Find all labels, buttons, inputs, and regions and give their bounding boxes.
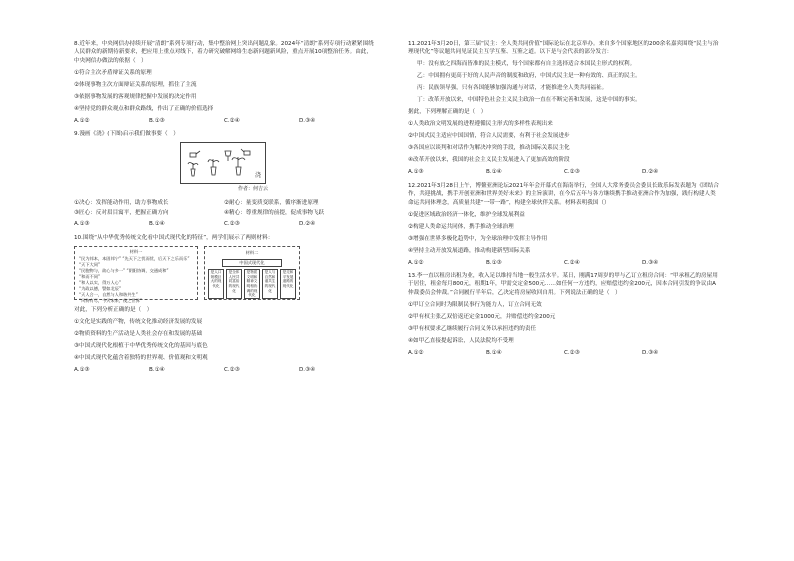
q11-option-d[interactable]: D.②④: [642, 169, 659, 176]
q8-item-2: ②体现事物主次方面辩证关系的原理，抓住了主流: [74, 81, 197, 88]
svg-text:浇: 浇: [255, 172, 262, 180]
cartoon-image: [180, 142, 266, 184]
material-two-title: 材料二: [245, 249, 259, 255]
q8-item-4: ④坚持党的群众观点和群众路线，作出了正确的价值选择: [74, 105, 214, 112]
material-one-line: “风物有尽，今天未来，使之世界”: [79, 297, 142, 303]
material-two-branch: 是人口规模巨大的现代化: [208, 269, 224, 299]
q10-item-4: ④中国式现代化蕴含着独特的世界观、价值观和文明观: [74, 354, 208, 361]
material-two-branches: [208, 269, 296, 299]
q9-option-b[interactable]: B.①④: [149, 221, 165, 228]
q11-item-2: ②中国式民主适应中国国情，符合人民需要，有利于社会发展进步: [408, 133, 570, 140]
question-8: [74, 40, 374, 125]
material-one-line: “和人以实，得万人心”: [79, 279, 122, 285]
q9-option-d[interactable]: D.②④: [299, 221, 316, 228]
q9-options: [74, 220, 374, 228]
q8-option-a[interactable]: A.①②: [74, 117, 90, 124]
q11-speech-4: 丁：改革开放以来，中国特色社会主义民主政治一直在不断完善和发展，这是中国的事实。: [417, 97, 641, 104]
q11-item-1: ①人类政治文明发展的进程遵循民主形式的多样性表现出来: [408, 121, 553, 128]
question-13: [408, 272, 720, 357]
q10-option-a[interactable]: A.①③: [74, 366, 90, 373]
left-column: [74, 40, 374, 379]
q12-option-c[interactable]: C.②④: [564, 259, 580, 266]
q10-option-d[interactable]: D.③④: [299, 366, 316, 373]
q11-speech-3: 丙：民族领导强，只有各国能够加强沟通与对话，才能推进全人类共同福祉。: [417, 85, 608, 92]
material-two-branch: 是人与自然和谐共生的现代化: [262, 269, 278, 299]
q11-option-b[interactable]: B.①④: [486, 169, 502, 176]
question-12: [408, 182, 720, 267]
q13-item-3: ③甲有权要求乙继续履行合同义务以承担违约的责任: [408, 325, 537, 332]
q8-option-c[interactable]: C.②④: [224, 117, 240, 124]
q12-option-a[interactable]: A.①②: [408, 259, 424, 266]
q11-item-3: ③各国应以谈判和对话作为解决冲突的手段，推动国际关系民主化: [408, 145, 570, 152]
material-one-box: [74, 246, 198, 303]
q9-item-1: ①决心：发挥能动作用，助力事物成长: [74, 199, 169, 206]
q12-item-3: ③增强在世界多极化趋势中，为全球治理中发挥主导作用: [408, 235, 548, 242]
q13-option-b[interactable]: B.①④: [486, 349, 502, 356]
q8-option-b[interactable]: B.①③: [149, 117, 165, 124]
q8-stem: 8.近年来，中央网信办持续开展“清朗”系列专项行动，集中整治网上突出问题乱象。2024年“清朗”系列专项行动紧紧围绕人民群众的新期待新要求，把应用上重点对线下，着力研究破解网络生态新问题新风险，重点开展10项整治任务。由此，中央网信办做法的依据（ ）: [74, 41, 374, 64]
q8-item-1: ①符合主次矛盾辩证关系的原理: [74, 69, 152, 76]
q9-items-row-1: [74, 199, 374, 207]
q11-speech-2: 乙：中国拥有更高于好的人民声音的制度和政府，中国式民主是一种有效的、真正的民主。: [417, 73, 641, 80]
material-one-line: “和而不同”: [79, 273, 101, 279]
q12-item-1: ①促进区域政治经济一体化，维护全球发展利益: [408, 211, 525, 218]
q8-item-3: ③依据事物发展的客观规律把握中发展的决定作用: [74, 93, 197, 100]
q12-option-d[interactable]: D.③④: [642, 259, 659, 266]
q12-item-4: ④坚持主动开放发展道路，推动构建新型国际关系: [408, 247, 531, 254]
q10-options: [74, 366, 374, 374]
q9-item-4: ④精心：尊重规律的前提，促成事物飞跃: [224, 210, 325, 217]
question-9: [74, 130, 374, 229]
q9-option-c[interactable]: C.②③: [224, 221, 240, 228]
q13-item-2: ②甲有权主张乙双倍返还定金1000元，并赔偿违约金200元: [408, 313, 556, 320]
right-column: [408, 40, 720, 362]
q11-stem: 11.2021年3月20日，第三届“民主：全人类共同价值”国际论坛在北京举办。来自多个国家地区的200余名嘉宾围绕“民主与治理现代化”等议题共同见证民主互学互鉴、互鉴之道。以下是与会代表的部分发言：: [408, 41, 719, 56]
q9-item-2: ②耐心：量变质变联系，循序渐进原理: [224, 199, 319, 206]
q10-question: 对此，下列分析正确的是（ ）: [74, 306, 153, 313]
material-one-line: “民为邦本，本固邦宁” “先天下之忧而忧，后天下之乐而乐”: [79, 255, 190, 261]
q9-items-row-2: [74, 209, 374, 217]
q12-item-2: ②构建人类命运共同体，携手推动全球治理: [408, 223, 514, 230]
q12-stem: 12.2021年3月28日上午，博鳌亚洲论坛2021年年会开幕式在海南举行，全国人大常务委员会委员长致乐际发表题为《团结合作，共迎挑战，携手开创亚洲和世界美好未来》的主旨演讲，在今后五年与各方继续携手推动亚洲合作为加强，践行构建人类命运共同体理念，高质量共建“一带一路”，构建全球伙伴关系。材料表明我国（）: [408, 182, 719, 206]
material-one-line: “天下大同”: [79, 261, 101, 267]
q13-option-a[interactable]: A.①②: [408, 349, 424, 356]
q13-stem: 13.李一直以租房出租为业，收入足以维持当地一般生活水平。某日，刚满17周岁的甲与乙订立租房合同：“甲承租乙的房屋用于居住，租金每月800元，租期1年，甲需交定金500元……如任何一方违约，应赔偿违约金200元，因本合同引发的争议由A仲裁委员会仲裁。”合同履行半年后，乙决定将房屋收回自用。下列说法正确的是（ ）: [408, 273, 718, 296]
material-two-branch: 是走和平发展道路的现代化: [280, 269, 296, 299]
q10-stem: 10.围绕“从中华优秀传统文化看中国式现代化的特征”，两学们展示了两则材料：: [74, 234, 274, 241]
q10-option-b[interactable]: B.①④: [149, 366, 165, 373]
material-one-line: “天人合一，自然与人和谐共生”: [79, 291, 138, 297]
q8-options: [74, 117, 374, 125]
q13-item-4: ④如甲乙直接提起诉讼，人民法院均不受理: [408, 337, 514, 344]
material-one-line: “民胞物与，欲心与多一” “阴阳协调，交通成和”: [79, 267, 169, 273]
cartoon-caption: 作者：何吉云: [238, 186, 269, 193]
q13-option-d[interactable]: D.③④: [642, 349, 659, 356]
q9-item-3: ③匠心：反对眉目寓平，把握正确方向: [74, 210, 169, 217]
material-one-title: 材料一: [129, 248, 143, 254]
q11-item-4: ④改革开放以来，我国的社会主义民主发展进入了更加高效的阶段: [408, 157, 570, 164]
q9-stem: 9.漫画《浇》(下图)启示我们做事要（ ）: [74, 131, 179, 138]
watering-plant-illustration: [181, 143, 265, 183]
q10-item-2: ②物质资料的生产活动是人类社会存在和发展的基础: [74, 330, 203, 337]
material-two-root: 中国式现代化: [222, 259, 282, 267]
q13-option-c[interactable]: C.②③: [564, 349, 580, 356]
material-one-line: “为政以德，譬如北辰”: [79, 285, 122, 291]
q13-options: [408, 349, 720, 357]
q10-materials: [74, 246, 374, 303]
material-two-box: [204, 246, 300, 300]
q12-options: [408, 259, 720, 267]
q10-item-1: ①文化是实践的产物，传统文化推动经济发展的发展: [74, 318, 203, 325]
q10-item-3: ③中国式现代化根植于中华优秀传统文化的基因与底色: [74, 342, 208, 349]
question-11: [408, 40, 720, 177]
q8-option-d[interactable]: D.③④: [299, 117, 316, 124]
material-two-branch: 是物质文明和精神文明相协调的现代化: [244, 269, 260, 299]
q11-question: 据此，下列理解正确的是（ ）: [408, 109, 487, 116]
q11-option-a[interactable]: A.①③: [408, 169, 424, 176]
q11-options: [408, 168, 720, 176]
q11-speech-1: 甲：没有放之四海而皆准的民主模式，每个国家都有自主选择适合本国民主形式的权利。: [417, 61, 636, 68]
question-10: [74, 234, 374, 374]
material-two-branch: 是全体人民共同富裕的现代化: [226, 269, 242, 299]
q11-option-c[interactable]: C.②③: [564, 169, 580, 176]
q9-option-a[interactable]: A.①③: [74, 221, 90, 228]
q13-item-1: ①甲订立合同时为限制民事行为能力人，订立合同无效: [408, 301, 542, 308]
q12-option-b[interactable]: B.①③: [486, 259, 502, 266]
q10-option-c[interactable]: C.②③: [224, 366, 240, 373]
